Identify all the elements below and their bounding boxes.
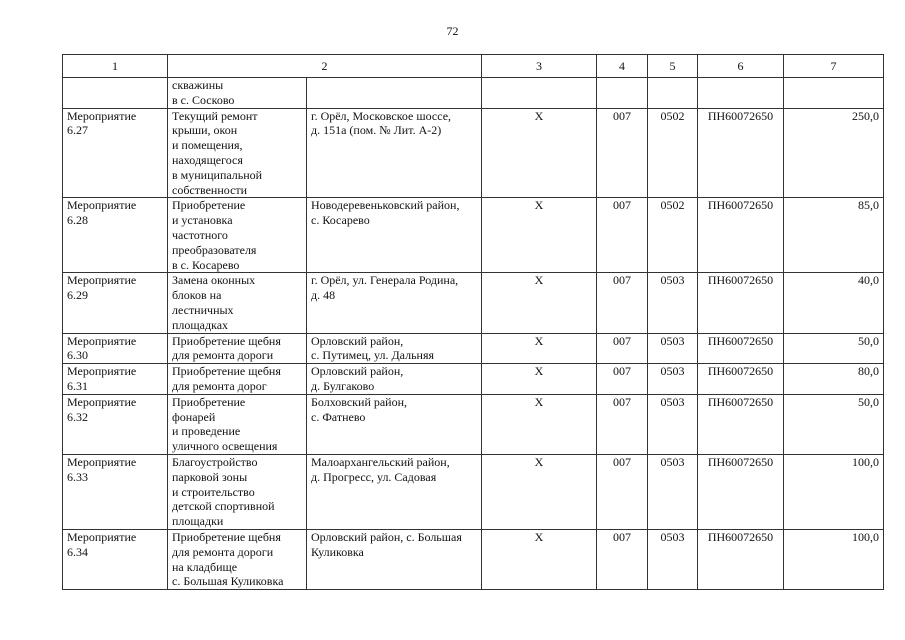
cell-line: г. Орёл, ул. Генерала Родина, — [311, 273, 459, 288]
cell-name — [168, 454, 307, 529]
header-col-7: 7 — [784, 55, 884, 78]
cell-location — [307, 364, 482, 395]
cell-line: д. 48 — [311, 288, 336, 303]
cell-line: Орловский район, — [311, 333, 404, 348]
cell-col-6: ПН60072650 — [698, 108, 784, 198]
cell-name — [168, 273, 307, 333]
cell-line: Благоустройство — [172, 454, 258, 469]
cell-location — [307, 333, 482, 364]
cell-col-4: 007 — [597, 529, 648, 589]
table-row — [63, 529, 884, 589]
cell-line: на кладбище — [172, 559, 238, 574]
cell-line: в с. Косарево — [172, 257, 240, 272]
cell-col-5: 0503 — [648, 333, 698, 364]
cell-location — [307, 529, 482, 589]
cell-line: Малоархангельский район, — [311, 454, 450, 469]
cell-label — [63, 108, 168, 198]
cell-name — [168, 394, 307, 454]
cell-name — [168, 78, 307, 109]
cell-line: Текущий ремонт — [172, 108, 258, 123]
cell-line: с. Большая Куликовка — [172, 574, 284, 589]
cell-col-7: 250,0 — [784, 108, 884, 198]
cell-location — [307, 273, 482, 333]
cell-line: для ремонта дороги — [172, 544, 274, 559]
cell-line: Орловский район, — [311, 364, 404, 379]
cell-line: 6.32 — [67, 409, 88, 424]
cell-col-4: 007 — [597, 333, 648, 364]
cell-col-6: ПН60072650 — [698, 394, 784, 454]
cell-line: Мероприятие — [67, 273, 137, 288]
cell-line: лестничных — [172, 302, 234, 317]
cell-col-7: 50,0 — [784, 394, 884, 454]
table-row — [63, 454, 884, 529]
header-col-5: 5 — [648, 55, 698, 78]
cell-line: Мероприятие — [67, 333, 137, 348]
continuation-row — [63, 78, 884, 109]
cell-label — [63, 454, 168, 529]
cell-line: Мероприятие — [67, 454, 137, 469]
cell-line: с. Косарево — [311, 213, 370, 228]
cell-label — [63, 78, 168, 109]
cell-line: скважины — [172, 78, 224, 92]
cell-line: 6.29 — [67, 288, 88, 303]
cell-line: частотного — [172, 227, 228, 242]
cell-col-7: 100,0 — [784, 454, 884, 529]
cell-col-5 — [648, 78, 698, 109]
cell-line: 6.34 — [67, 544, 88, 559]
cell-line: и строительство — [172, 484, 255, 499]
cell-col-4: 007 — [597, 273, 648, 333]
cell-location — [307, 78, 482, 109]
cell-label — [63, 198, 168, 273]
table-row — [63, 333, 884, 364]
cell-line: в с. Сосково — [172, 92, 235, 107]
cell-line: парковой зоны — [172, 469, 248, 484]
cell-col-7: 50,0 — [784, 333, 884, 364]
cell-line: Мероприятие — [67, 529, 137, 544]
cell-col-6: ПН60072650 — [698, 198, 784, 273]
cell-line: площадки — [172, 514, 224, 529]
cell-line: д. 151а (пом. № Лит. А-2) — [311, 123, 442, 138]
header-col-1: 1 — [63, 55, 168, 78]
cell-col-4: 007 — [597, 108, 648, 198]
cell-line: Орловский район, с. Большая — [311, 529, 462, 544]
cell-col-3: Х — [482, 364, 597, 395]
cell-line: д. Булгаково — [311, 378, 375, 393]
cell-name — [168, 364, 307, 395]
cell-label — [63, 333, 168, 364]
cell-col-3: Х — [482, 394, 597, 454]
cell-line: в муниципальной — [172, 167, 263, 182]
cell-name — [168, 529, 307, 589]
cell-col-6: ПН60072650 — [698, 454, 784, 529]
cell-col-7: 80,0 — [784, 364, 884, 395]
cell-line: Приобретение щебня — [172, 529, 281, 544]
cell-line: Приобретение — [172, 198, 246, 213]
cell-line: 6.31 — [67, 378, 88, 393]
cell-col-7 — [784, 78, 884, 109]
cell-line: площадках — [172, 317, 229, 332]
cell-line: Новодеревеньковский район, — [311, 198, 460, 213]
cell-name — [168, 198, 307, 273]
cell-col-3: Х — [482, 529, 597, 589]
cell-col-5: 0503 — [648, 454, 698, 529]
cell-line: для ремонта дорог — [172, 378, 267, 393]
cell-line: Приобретение щебня — [172, 333, 281, 348]
cell-col-7: 85,0 — [784, 198, 884, 273]
cell-line: Мероприятие — [67, 394, 137, 409]
cell-line: и помещения, — [172, 138, 243, 153]
cell-line: находящегося — [172, 152, 243, 167]
cell-col-3 — [482, 78, 597, 109]
cell-line: собственности — [172, 182, 248, 197]
cell-col-5: 0503 — [648, 364, 698, 395]
header-row — [63, 55, 884, 78]
cell-col-5: 0502 — [648, 198, 698, 273]
cell-col-7: 100,0 — [784, 529, 884, 589]
header-col-2: 2 — [168, 55, 482, 78]
cell-col-6: ПН60072650 — [698, 529, 784, 589]
cell-col-4: 007 — [597, 364, 648, 395]
cell-line: и установка — [172, 213, 233, 228]
cell-col-3: Х — [482, 273, 597, 333]
cell-line: 6.30 — [67, 348, 88, 363]
cell-line: для ремонта дороги — [172, 348, 274, 363]
cell-line: 6.27 — [67, 123, 88, 138]
cell-line: и проведение — [172, 424, 241, 439]
cell-col-6 — [698, 78, 784, 109]
table-row — [63, 198, 884, 273]
cell-col-7: 40,0 — [784, 273, 884, 333]
cell-line: Мероприятие — [67, 108, 137, 123]
table-row — [63, 273, 884, 333]
cell-line: блоков на — [172, 288, 222, 303]
cell-col-5: 0502 — [648, 108, 698, 198]
cell-col-4: 007 — [597, 198, 648, 273]
cell-line: Болховский район, — [311, 394, 408, 409]
cell-location — [307, 198, 482, 273]
cell-col-3: Х — [482, 198, 597, 273]
cell-location — [307, 108, 482, 198]
cell-line: Замена оконных — [172, 273, 256, 288]
cell-name — [168, 108, 307, 198]
cell-label — [63, 364, 168, 395]
cell-line: детской спортивной — [172, 499, 275, 514]
header-col-4: 4 — [597, 55, 648, 78]
table-row — [63, 394, 884, 454]
cell-line: Мероприятие — [67, 198, 137, 213]
cell-line: Мероприятие — [67, 364, 137, 379]
cell-line: 6.28 — [67, 213, 88, 228]
cell-col-3: Х — [482, 108, 597, 198]
cell-line: Приобретение щебня — [172, 364, 281, 379]
cell-label — [63, 529, 168, 589]
cell-line: крыши, окон — [172, 123, 238, 138]
cell-col-6: ПН60072650 — [698, 273, 784, 333]
header-col-3: 3 — [482, 55, 597, 78]
cell-col-3: Х — [482, 333, 597, 364]
cell-line: г. Орёл, Московское шоссе, — [311, 108, 452, 123]
cell-line: Куликовка — [311, 544, 364, 559]
cell-col-5: 0503 — [648, 394, 698, 454]
budget-table — [62, 54, 884, 590]
cell-label — [63, 273, 168, 333]
cell-col-4: 007 — [597, 454, 648, 529]
table-row — [63, 108, 884, 198]
cell-line: с. Путимец, ул. Дальняя — [311, 348, 434, 363]
cell-line: д. Прогресс, ул. Садовая — [311, 469, 437, 484]
page-number: 72 — [446, 24, 459, 38]
cell-col-5: 0503 — [648, 273, 698, 333]
cell-line: 6.33 — [67, 469, 88, 484]
cell-col-4 — [597, 78, 648, 109]
cell-col-3: Х — [482, 454, 597, 529]
cell-line: фонарей — [172, 409, 216, 424]
cell-col-5: 0503 — [648, 529, 698, 589]
cell-col-6: ПН60072650 — [698, 333, 784, 364]
cell-col-4: 007 — [597, 394, 648, 454]
cell-line: с. Фатнево — [311, 409, 366, 424]
cell-line: Приобретение — [172, 394, 246, 409]
cell-col-6: ПН60072650 — [698, 364, 784, 395]
cell-line: преобразователя — [172, 242, 257, 257]
cell-line: уличного освещения — [172, 439, 278, 454]
cell-location — [307, 394, 482, 454]
table-row — [63, 364, 884, 395]
cell-label — [63, 394, 168, 454]
cell-location — [307, 454, 482, 529]
cell-name — [168, 333, 307, 364]
header-col-6: 6 — [698, 55, 784, 78]
